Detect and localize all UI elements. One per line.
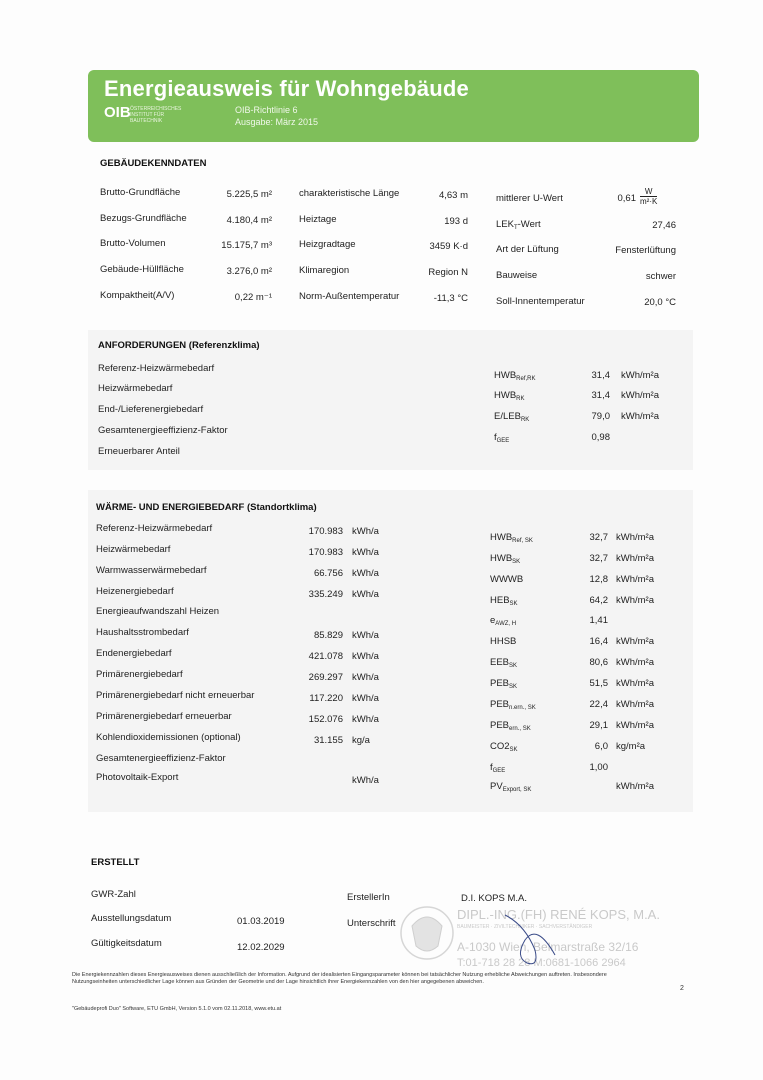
geb-label: Brutto-Grundfläche xyxy=(100,187,181,198)
waerme-right-value: 12,8 xyxy=(589,574,608,585)
waerme-right-value: 64,2 xyxy=(589,595,608,606)
waerme-right-unit: kWh/m²a xyxy=(616,574,654,585)
anf-value: 31,4 xyxy=(591,370,610,381)
geb-label: Brutto-Volumen xyxy=(100,238,166,249)
anf-label: Referenz-Heizwärmebedarf xyxy=(98,363,215,374)
geb-value: 3.276,0 m² xyxy=(226,266,272,277)
geb-label: Klimaregion xyxy=(299,265,350,276)
waerme-symbol-subscript: Ref, SK xyxy=(512,538,533,544)
waerme-symbol-subscript: SK xyxy=(512,559,521,565)
anf-symbol xyxy=(494,411,529,423)
anforderungen-title: ANFORDERUNGEN (Referenzklima) xyxy=(98,340,260,351)
geb-label: Heiztage xyxy=(299,214,337,225)
waerme-symbol-symbol: PV xyxy=(490,781,503,792)
waerme-unit: kWh/a xyxy=(352,526,379,537)
waerme-symbol-subscript: SK xyxy=(509,747,518,753)
page-title: Energieausweis für Wohngebäude xyxy=(104,76,469,101)
waerme-right-value: 29,1 xyxy=(589,720,608,731)
waerme-symbol-symbol: HWB xyxy=(490,532,513,543)
waerme-symbol xyxy=(490,657,517,669)
waerme-symbol-symbol: CO2 xyxy=(490,741,510,752)
waerme-title: WÄRME- UND ENERGIEBEDARF (Standortklima) xyxy=(96,502,317,513)
waerme-symbol xyxy=(490,720,531,732)
geb-label: Gebäude-Hüllfläche xyxy=(100,264,184,275)
waerme-value: 170.983 xyxy=(308,547,343,558)
waerme-label: Referenz-Heizwärmebedarf xyxy=(96,523,213,534)
waerme-symbol-subscript: Export, SK xyxy=(502,787,532,793)
waerme-symbol xyxy=(490,553,520,565)
waerme-symbol xyxy=(490,741,518,753)
geb-label: Heizgradtage xyxy=(299,239,356,250)
waerme-unit: kWh/a xyxy=(352,672,379,683)
gueltigkeitsdatum-value: 12.02.2029 xyxy=(237,942,285,953)
geb-value: -11,3 °C xyxy=(433,293,468,304)
anf-symbol-symbol: HWB xyxy=(494,390,517,401)
waerme-value: 269.297 xyxy=(308,672,343,683)
waerme-unit: kWh/a xyxy=(352,630,379,641)
geb-label: Bauweise xyxy=(496,270,538,281)
geb-label: Soll-Innentemperatur xyxy=(496,296,585,307)
anf-symbol-symbol: HWB xyxy=(494,370,517,381)
anf-symbol-subscript: GEE xyxy=(496,438,510,444)
waerme-value: 66.756 xyxy=(313,568,343,579)
waerme-label: Gesamtenergieeffizienz-Faktor xyxy=(96,753,226,764)
waerme-right-value: 51,5 xyxy=(589,678,608,689)
stamp-address: A-1030 Wien, Belmarstraße 32/16 xyxy=(457,940,639,954)
waerme-symbol-subscript: n.ern., SK xyxy=(509,705,536,711)
waerme-symbol-symbol: PEB xyxy=(490,699,510,710)
waerme-label: Heizenergiebedarf xyxy=(96,586,174,597)
waerme-label: Primärenergiebedarf nicht erneuerbar xyxy=(96,690,255,701)
anf-value: 0,98 xyxy=(591,432,610,443)
anf-symbol-symbol: E/LEB xyxy=(494,411,521,422)
geb-value: 27,46 xyxy=(652,220,676,231)
waerme-symbol-symbol: WWWB xyxy=(490,574,524,585)
waerme-label: Primärenergiebedarf xyxy=(96,669,183,680)
stamp-title: BAUMEISTER · ZIVILTECHNIKER · SACHVERSTÄNDIGER xyxy=(457,924,593,930)
waerme-symbol-subscript: SK xyxy=(509,684,518,690)
waerme-right-value: 80,6 xyxy=(589,657,608,668)
geb-value: schwer xyxy=(645,271,676,282)
anf-label: End-/Lieferenergiebedarf xyxy=(98,404,204,415)
waerme-label: Heizwärmebedarf xyxy=(96,544,171,555)
waerme-symbol-symbol: f xyxy=(490,762,493,773)
anf-unit: kWh/m²a xyxy=(621,411,659,422)
geb-value: 0,61 xyxy=(617,193,636,204)
waerme-right-value: 16,4 xyxy=(589,636,608,647)
geb-label: Art der Lüftung xyxy=(496,244,559,255)
geb-label: mittlerer U-Wert xyxy=(496,193,563,204)
stamp-phone: T:01-718 28 28 M:0681-1066 2964 xyxy=(457,957,626,969)
anf-unit: kWh/m²a xyxy=(621,370,659,381)
waerme-right-unit: kWh/m²a xyxy=(616,595,654,606)
waerme-value: 85.829 xyxy=(313,630,343,641)
waerme-symbol-symbol: e xyxy=(490,615,496,626)
waerme-label: Photovoltaik-Export xyxy=(96,772,179,783)
geb-value: 0,22 m⁻¹ xyxy=(234,292,272,303)
waerme-symbol-symbol: EEB xyxy=(490,657,510,668)
geb-label: charakteristische Länge xyxy=(299,188,400,199)
anf-symbol xyxy=(494,432,509,444)
waerme-symbol xyxy=(490,532,533,544)
waerme-right-value: 6,0 xyxy=(594,741,608,752)
lekt-label: $LEK_T$-Wert xyxy=(496,219,541,231)
geb-value: 20,0 °C xyxy=(644,297,676,308)
erstellerin-label: ErstellerIn xyxy=(347,892,390,903)
waerme-symbol-symbol: PEB xyxy=(490,678,510,689)
anf-unit: kWh/m²a xyxy=(621,390,659,401)
waerme-right-unit: kWh/m²a xyxy=(616,720,654,731)
oib-logo: OIB xyxy=(104,104,131,121)
waerme-right-unit: kWh/m²a xyxy=(616,636,654,647)
geb-value: Fensterlüftung xyxy=(615,245,676,256)
waerme-unit: kWh/a xyxy=(352,547,379,558)
anf-symbol xyxy=(494,370,536,382)
anf-label: Heizwärmebedarf xyxy=(98,383,173,394)
waerme-value: 31.155 xyxy=(313,735,343,746)
waerme-right-value: 32,7 xyxy=(589,553,608,564)
waerme-right-unit: kWh/m²a xyxy=(616,553,654,564)
ausstellungsdatum-value: 01.03.2019 xyxy=(237,916,285,927)
unterschrift-label: Unterschrift xyxy=(347,918,396,929)
geb-label: Bezugs-Grundfläche xyxy=(100,213,187,224)
waerme-symbol xyxy=(490,574,523,586)
anf-symbol-subscript: Ref,RK xyxy=(516,376,536,382)
waerme-symbol xyxy=(490,636,516,648)
geb-value: 193 d xyxy=(444,216,468,227)
anf-value: 31,4 xyxy=(591,390,610,401)
waerme-label: Kohlendioxidemissionen (optional) xyxy=(96,732,241,743)
waerme-symbol xyxy=(490,781,531,793)
waerme-symbol xyxy=(490,595,518,607)
waerme-label: Endenergiebedarf xyxy=(96,648,172,659)
geb-value: Region N xyxy=(428,267,468,278)
waerme-value: 117.220 xyxy=(309,693,343,704)
waerme-symbol xyxy=(490,699,536,711)
waerme-symbol-symbol: HWB xyxy=(490,553,513,564)
waerme-symbol xyxy=(490,678,517,690)
waerme-symbol-subscript: SK xyxy=(509,601,518,607)
waerme-right-value: 1,41 xyxy=(589,615,608,626)
waerme-unit: kWh/a xyxy=(352,714,379,725)
waerme-right-unit: kWh/m²a xyxy=(616,699,654,710)
anf-value: 79,0 xyxy=(591,411,610,422)
waerme-symbol-subscript: ern., SK xyxy=(509,726,531,732)
stamp-name: DIPL.-ING.(FH) RENÉ KOPS, M.A. xyxy=(457,907,660,922)
waerme-value: 421.078 xyxy=(308,651,343,662)
waerme-unit: kg/a xyxy=(352,735,370,746)
ausstellungsdatum-label: Ausstellungsdatum xyxy=(91,913,172,924)
anf-symbol-subscript: RK xyxy=(516,396,525,402)
waerme-right-unit: kWh/m²a xyxy=(616,781,654,792)
erstellt-title: ERSTELLT xyxy=(91,857,140,868)
waerme-right-unit: kWh/m²a xyxy=(616,678,654,689)
richtlinie-info: OIB-Richtlinie 6 Ausgabe: März 2015 xyxy=(235,105,319,127)
waerme-right-unit: kWh/m²a xyxy=(616,657,654,668)
waerme-unit: kWh/a xyxy=(352,775,379,786)
geb-label: Norm-Außentemperatur xyxy=(299,291,400,302)
waerme-symbol-symbol: PEB xyxy=(490,720,510,731)
anf-label: Gesamtenergieeffizienz-Faktor xyxy=(98,425,228,436)
anf-symbol-subscript: RK xyxy=(520,417,530,423)
waerme-symbol-symbol: HHSB xyxy=(490,636,517,647)
gwr-label: GWR-Zahl xyxy=(91,889,136,900)
waerme-value: 170.983 xyxy=(308,526,343,537)
disclaimer: Die Energiekennzahlen dieses Energieausweises dienen ausschließlich der Information. Aufgrund der idealisierten Eingangsparameter können bei tatsächlicher Nutzung erhebliche Abweichungen auftreten. Insbesondere Nutzungseinheiten unterschiedlicher Lage können aus Gründen der Geometrie und der Lage hinsichtlich ihrer Energiekennzahlen von den hier angegebenen abweichen. xyxy=(72,972,607,985)
austrian-eagle-seal xyxy=(392,898,462,968)
gebaeude-title: GEBÄUDEKENNDATEN xyxy=(100,158,207,169)
geb-value: 4.180,4 m² xyxy=(226,215,272,226)
header-banner xyxy=(88,70,699,142)
waerme-right-value: 32,7 xyxy=(589,532,608,543)
waerme-unit: kWh/a xyxy=(352,651,379,662)
software-note: "Gebäudeprofi Duo" Software, ETU GmbH, Version 5.1.0 vom 02.11.2018, www.etu.at xyxy=(72,1006,282,1012)
waerme-unit: kWh/a xyxy=(352,589,379,600)
waerme-symbol xyxy=(490,615,516,627)
anf-symbol xyxy=(494,390,525,402)
waerme-value: 335.249 xyxy=(308,589,343,600)
signature xyxy=(495,905,565,975)
geb-value: 3459 K·d xyxy=(429,241,468,252)
waerme-symbol-subscript: SK xyxy=(509,663,518,669)
waerme-symbol xyxy=(490,762,505,774)
geb-value: 5.225,5 m² xyxy=(226,189,272,200)
waerme-unit: kWh/a xyxy=(352,693,379,704)
waerme-label: Energieaufwandszahl Heizen xyxy=(96,606,220,617)
gueltigkeitsdatum-label: Gültigkeitsdatum xyxy=(91,938,162,949)
oib-logo-subtitle: ÖSTERREICHISCHES INSTITUT FÜR BAUTECHNIK xyxy=(130,106,182,124)
waerme-label: Haushaltsstrombedarf xyxy=(96,627,189,638)
waerme-right-unit: kg/m²a xyxy=(616,741,646,752)
waerme-value: 152.076 xyxy=(308,714,343,725)
waerme-label: Primärenergiebedarf erneuerbar xyxy=(96,711,232,722)
waerme-unit: kWh/a xyxy=(352,568,379,579)
geb-value: 15.175,7 m³ xyxy=(221,240,272,251)
waerme-right-value: 22,4 xyxy=(589,699,608,710)
waerme-symbol-subscript: AWZ, H xyxy=(495,621,517,627)
waerme-label: Warmwasserwärmebedarf xyxy=(96,565,207,576)
anf-label: Erneuerbarer Anteil xyxy=(98,446,180,457)
waerme-symbol-subscript: GEE xyxy=(492,768,506,774)
anf-symbol-symbol: f xyxy=(494,432,497,443)
u-wert-unit: $\frac{W}{\text{m²·K}}$ xyxy=(640,187,658,206)
waerme-symbol-symbol: HEB xyxy=(490,595,510,606)
geb-value: 4,63 m xyxy=(438,190,468,201)
waerme-right-value: 1,00 xyxy=(589,762,608,773)
geb-label: Kompaktheit(A/V) xyxy=(100,290,175,301)
waerme-right-unit: kWh/m²a xyxy=(616,532,654,543)
erstellerin-value: D.I. KOPS M.A. xyxy=(461,893,527,904)
page-number: 2 xyxy=(680,985,684,992)
